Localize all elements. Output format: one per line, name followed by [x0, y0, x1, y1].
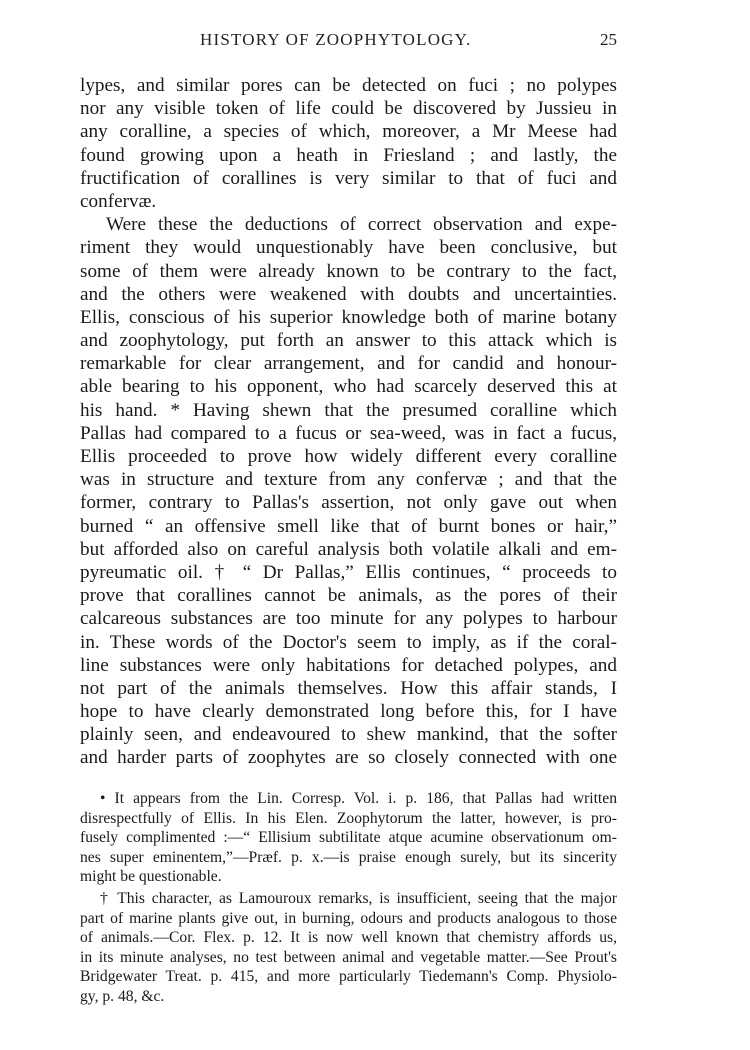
footnotes	[80, 789, 617, 1007]
running-head	[80, 30, 617, 54]
text-line: prove that corallines cannot be animals, as the pores of their	[80, 585, 617, 607]
text-line: line substances were only habitations for detached polypes, and	[80, 654, 617, 676]
text-line: some of them were already known to be contrary to the fact,	[80, 260, 617, 282]
text-line: former, contrary to Pallas's assertion, not only gave out when	[80, 492, 617, 514]
text-line: and zoophytology, put forth an answer to this attack which is	[80, 330, 617, 352]
text-line: burned “ an offensive smell like that of burnt bones or hair,”	[80, 515, 617, 537]
text-line: Pallas had compared to a fucus or sea-weed, was in fact a fucus,	[80, 422, 617, 444]
text-line: hope to have clearly demonstrated long before this, for I have	[80, 701, 617, 723]
text-line: and the others were weakened with doubts and uncertainties.	[80, 283, 617, 305]
text-line: fructification of corallines is very similar to that of fuci and	[80, 167, 617, 189]
text-line: Ellis proceeded to prove how widely different every coralline	[80, 446, 617, 467]
page-number: 25	[600, 30, 617, 49]
text-line: able bearing to his opponent, who had scarcely deserved this at	[80, 376, 617, 398]
text-line: plainly seen, and endeavoured to shew mankind, that the softer	[80, 724, 617, 746]
footnote-star	[80, 789, 617, 887]
text-line: and harder parts of zoophytes are so closely connected with one	[80, 747, 617, 769]
body-text	[80, 74, 617, 770]
text-line: riment they would unquestionably have been conclusive, but	[80, 237, 617, 259]
footnote-line: † This character, as Lamouroux remarks, is insufficient, seeing that the major	[100, 889, 617, 907]
footnote-line: fusely complimented :—“ Ellisium subtilitate atque acumine observationum om-	[80, 829, 617, 847]
footnote-line: of animals.—Cor. Flex. p. 12. It is now well known that chemistry affords us,	[80, 929, 617, 947]
text-line: nor any visible token of life could be discovered by Jussieu in	[80, 98, 617, 120]
footnote-line: disrespectfully of Ellis. In his Elen. Zoophytorum the latter, however, is pro-	[80, 809, 617, 827]
text-line: Ellis, conscious of his superior knowledge both of marine botany	[80, 306, 617, 328]
footnote-line: might be questionable.	[80, 868, 222, 886]
footnote-line: gy, p. 48, &c.	[80, 987, 165, 1005]
running-title: HISTORY OF ZOOPHYTOLOGY.	[200, 30, 472, 49]
text-line: but afforded also on careful analysis both volatile alkali and em-	[80, 538, 617, 560]
footnote-line: part of marine plants give out, in burning, odours and products analogous to those	[80, 909, 617, 927]
footnote-line: nes super eminentem,”—Præf. p. x.—is praise enough surely, but its sincerity	[80, 848, 617, 866]
text-line: was in structure and texture from any confervæ ; and that the	[80, 469, 617, 491]
text-line: not part of the animals themselves. How this affair stands, I	[80, 677, 617, 699]
text-line: in. These words of the Doctor's seem to imply, as if the coral-	[80, 631, 617, 653]
text-line: calcareous substances are too minute for any polypes to harbour	[80, 608, 617, 630]
text-line-with-footnote-ref: pyreumatic oil. † “ Dr Pallas,” Ellis continues, “ proceeds to	[80, 561, 617, 583]
footnote-dagger	[80, 889, 617, 1007]
text-line: remarkable for clear arrangement, and for candid and honour-	[80, 353, 617, 375]
text-line: found growing upon a heath in Friesland ; and lastly, the	[80, 144, 617, 166]
footnote-line: • It appears from the Lin. Corresp. Vol. i. p. 186, that Pallas had written	[100, 790, 617, 807]
text-line: any coralline, a species of which, moreover, a Mr Meese had	[80, 121, 617, 143]
footnote-line: Bridgewater Treat. p. 415, and more particularly Tiedemann's Comp. Physiolo-	[80, 968, 617, 986]
text-line: lypes, and similar pores can be detected on fuci ; no polypes	[80, 75, 617, 96]
text-line-with-footnote-ref: his hand. * Having shewn that the presumed coralline which	[80, 399, 617, 421]
paragraph-start-line: Were these the deductions of correct observation and expe-	[106, 214, 617, 236]
footnote-line: in its minute analyses, no test between animal and vegetable matter.—See Prout's	[80, 948, 617, 966]
text-line: confervæ.	[80, 190, 157, 212]
